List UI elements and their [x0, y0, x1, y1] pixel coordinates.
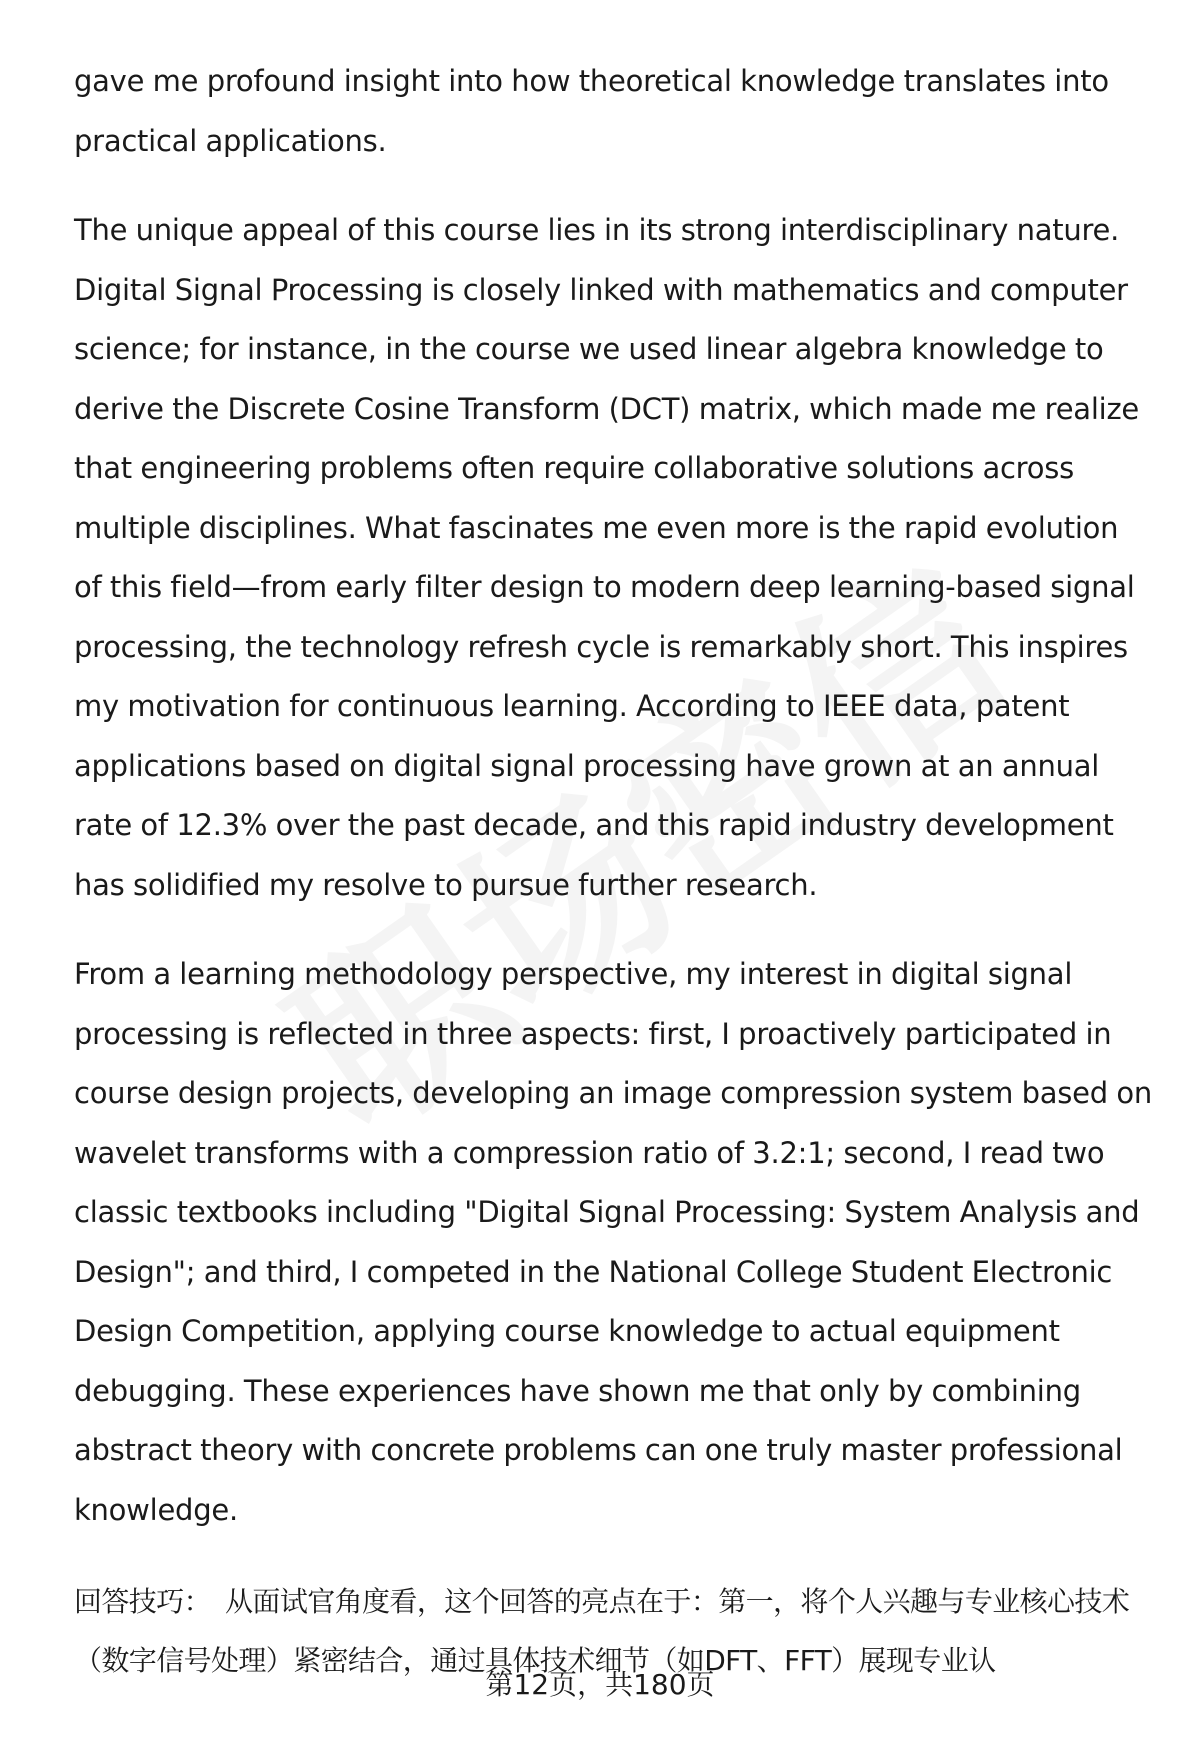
answer-tip-text: 从面试官角度看，这个回答的亮点在于：第一，将个人兴趣与专业核心技术（数字信号处理）紧密结合，通过具体技术细节（如DFT、FFT）展现专业认: [74, 1585, 1130, 1677]
page-number: 第12页，共180页: [485, 1668, 715, 1701]
paragraph-intro-continuation: gave me profound insight into how theoretical knowledge translates into practical applications.: [74, 64, 1109, 158]
paragraph-methodology: From a learning methodology perspective, my interest in digital signal processing is reflected in three aspects: first, I proactively participated in course design projects, developing an image compression system based on wavelet transforms with a compression ratio of 3.2:1; second, I read two classic textbooks including "Digital Signal Processing: System Analysis and Design"; and third, I competed in the National College Student Electronic Design Competition, applying course knowledge to actual equipment debugging. These experiences have shown me that only by combining abstract theory with concrete problems can one truly master professional knowledge.: [74, 957, 1152, 1527]
answer-tip-label: 回答技巧：: [74, 1585, 212, 1618]
document-body: [74, 52, 1154, 1570]
paragraph-interdisciplinary: The unique appeal of this course lies in its strong interdisciplinary nature. Digital Signal Processing is closely linked with mathematics and computer science; for instance, in the course we used linear algebra knowledge to derive the Discrete Cosine Transform (DCT) matrix, which made me realize that engineering problems often require collaborative solutions across multiple disciplines. What fascinates me even more is the rapid evolution of this field—from early filter design to modern deep learning-based signal processing, the technology refresh cycle is remarkably short. This inspires my motivation for continuous learning. According to IEEE data, patent applications based on digital signal processing have grown at an annual rate of 12.3% over the past decade, and this rapid industry development has solidified my resolve to pursue further research.: [74, 213, 1140, 902]
